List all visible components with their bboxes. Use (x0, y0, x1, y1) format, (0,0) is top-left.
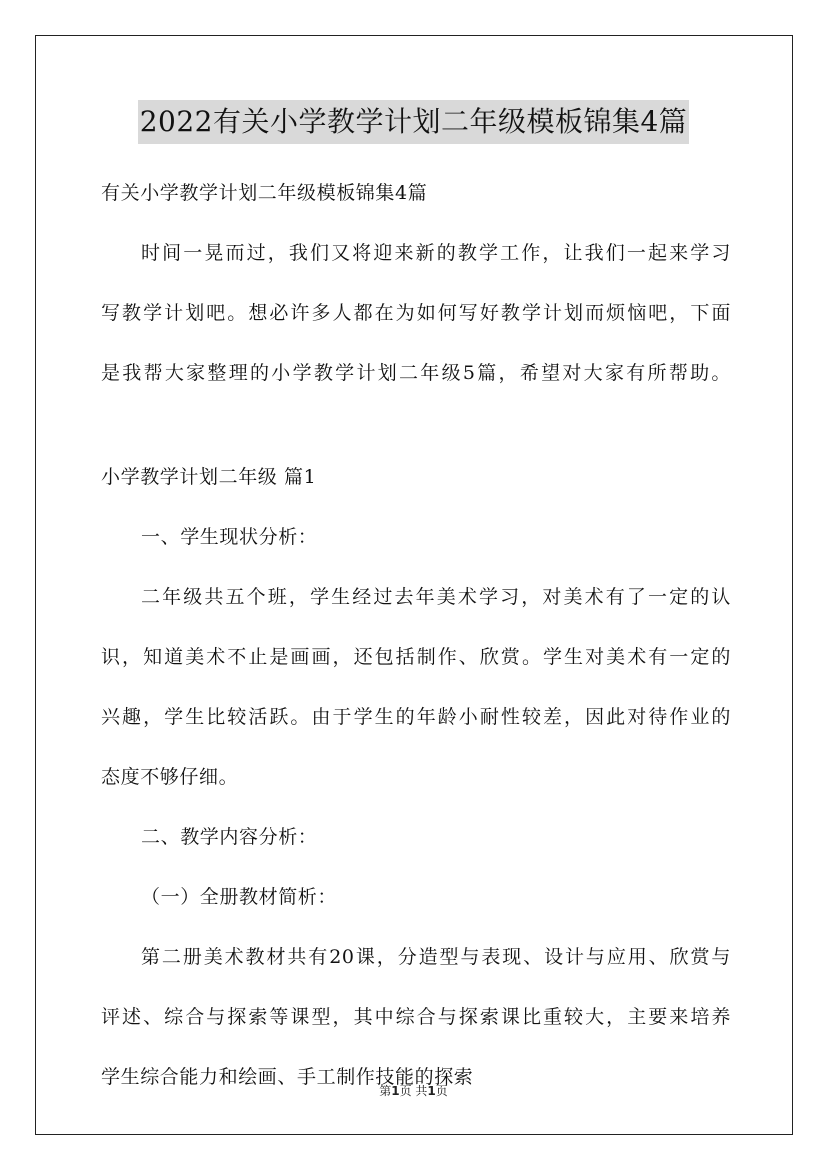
part2-line-1: 第二册美术教材共有20课，分造型与表现、设计与应用、欣赏与 (141, 946, 731, 968)
part1-line-1: 二年级共五个班，学生经过去年美术学习，对美术有了一定的认 (141, 586, 731, 608)
part2-line-2: 评述、综合与探索等课型，其中综合与探索课比重较大，主要来培养 (101, 1006, 731, 1028)
part1-line-3: 兴趣，学生比较活跃。由于学生的年龄小耐性较差，因此对待作业的 (101, 706, 731, 728)
intro-line-1: 时间一晃而过，我们又将迎来新的教学工作，让我们一起来学习 (141, 242, 731, 264)
footer-page-prefix: 第 (379, 1084, 392, 1098)
section-heading: 小学教学计划二年级 篇1 (101, 466, 317, 488)
page-footer (0, 1082, 827, 1099)
part1-heading: 一、学生现状分析： (141, 526, 318, 548)
footer-page-current: 1 (391, 1084, 400, 1098)
document-title: 2022有关小学教学计划二年级模板锦集4篇 (138, 100, 690, 144)
document-body (101, 171, 731, 1099)
part2-line-3: 学生综合能力和绘画、手工制作技能的探索 (101, 1066, 474, 1088)
intro-line-3: 是我帮大家整理的小学教学计划二年级5篇，希望对大家有所帮助。 (101, 362, 731, 384)
part2-heading: 二、教学内容分析： (141, 826, 318, 848)
part1-line-4: 态度不够仔细。 (101, 766, 239, 788)
part2-sub-heading: （一）全册教材简析： (141, 886, 338, 908)
document-subtitle: 有关小学教学计划二年级模板锦集4篇 (101, 182, 428, 204)
part1-line-2: 识，知道美术不止是画画，还包括制作、欣赏。学生对美术有一定的 (101, 646, 731, 668)
footer-page-mid: 页 共 (399, 1084, 428, 1098)
document-title-wrapper (0, 100, 827, 144)
footer-page-suffix: 页 (435, 1084, 448, 1098)
intro-line-2: 写教学计划吧。想必许多人都在为如何写好教学计划而烦恼吧，下面 (101, 302, 731, 324)
footer-page-total: 1 (427, 1084, 436, 1098)
